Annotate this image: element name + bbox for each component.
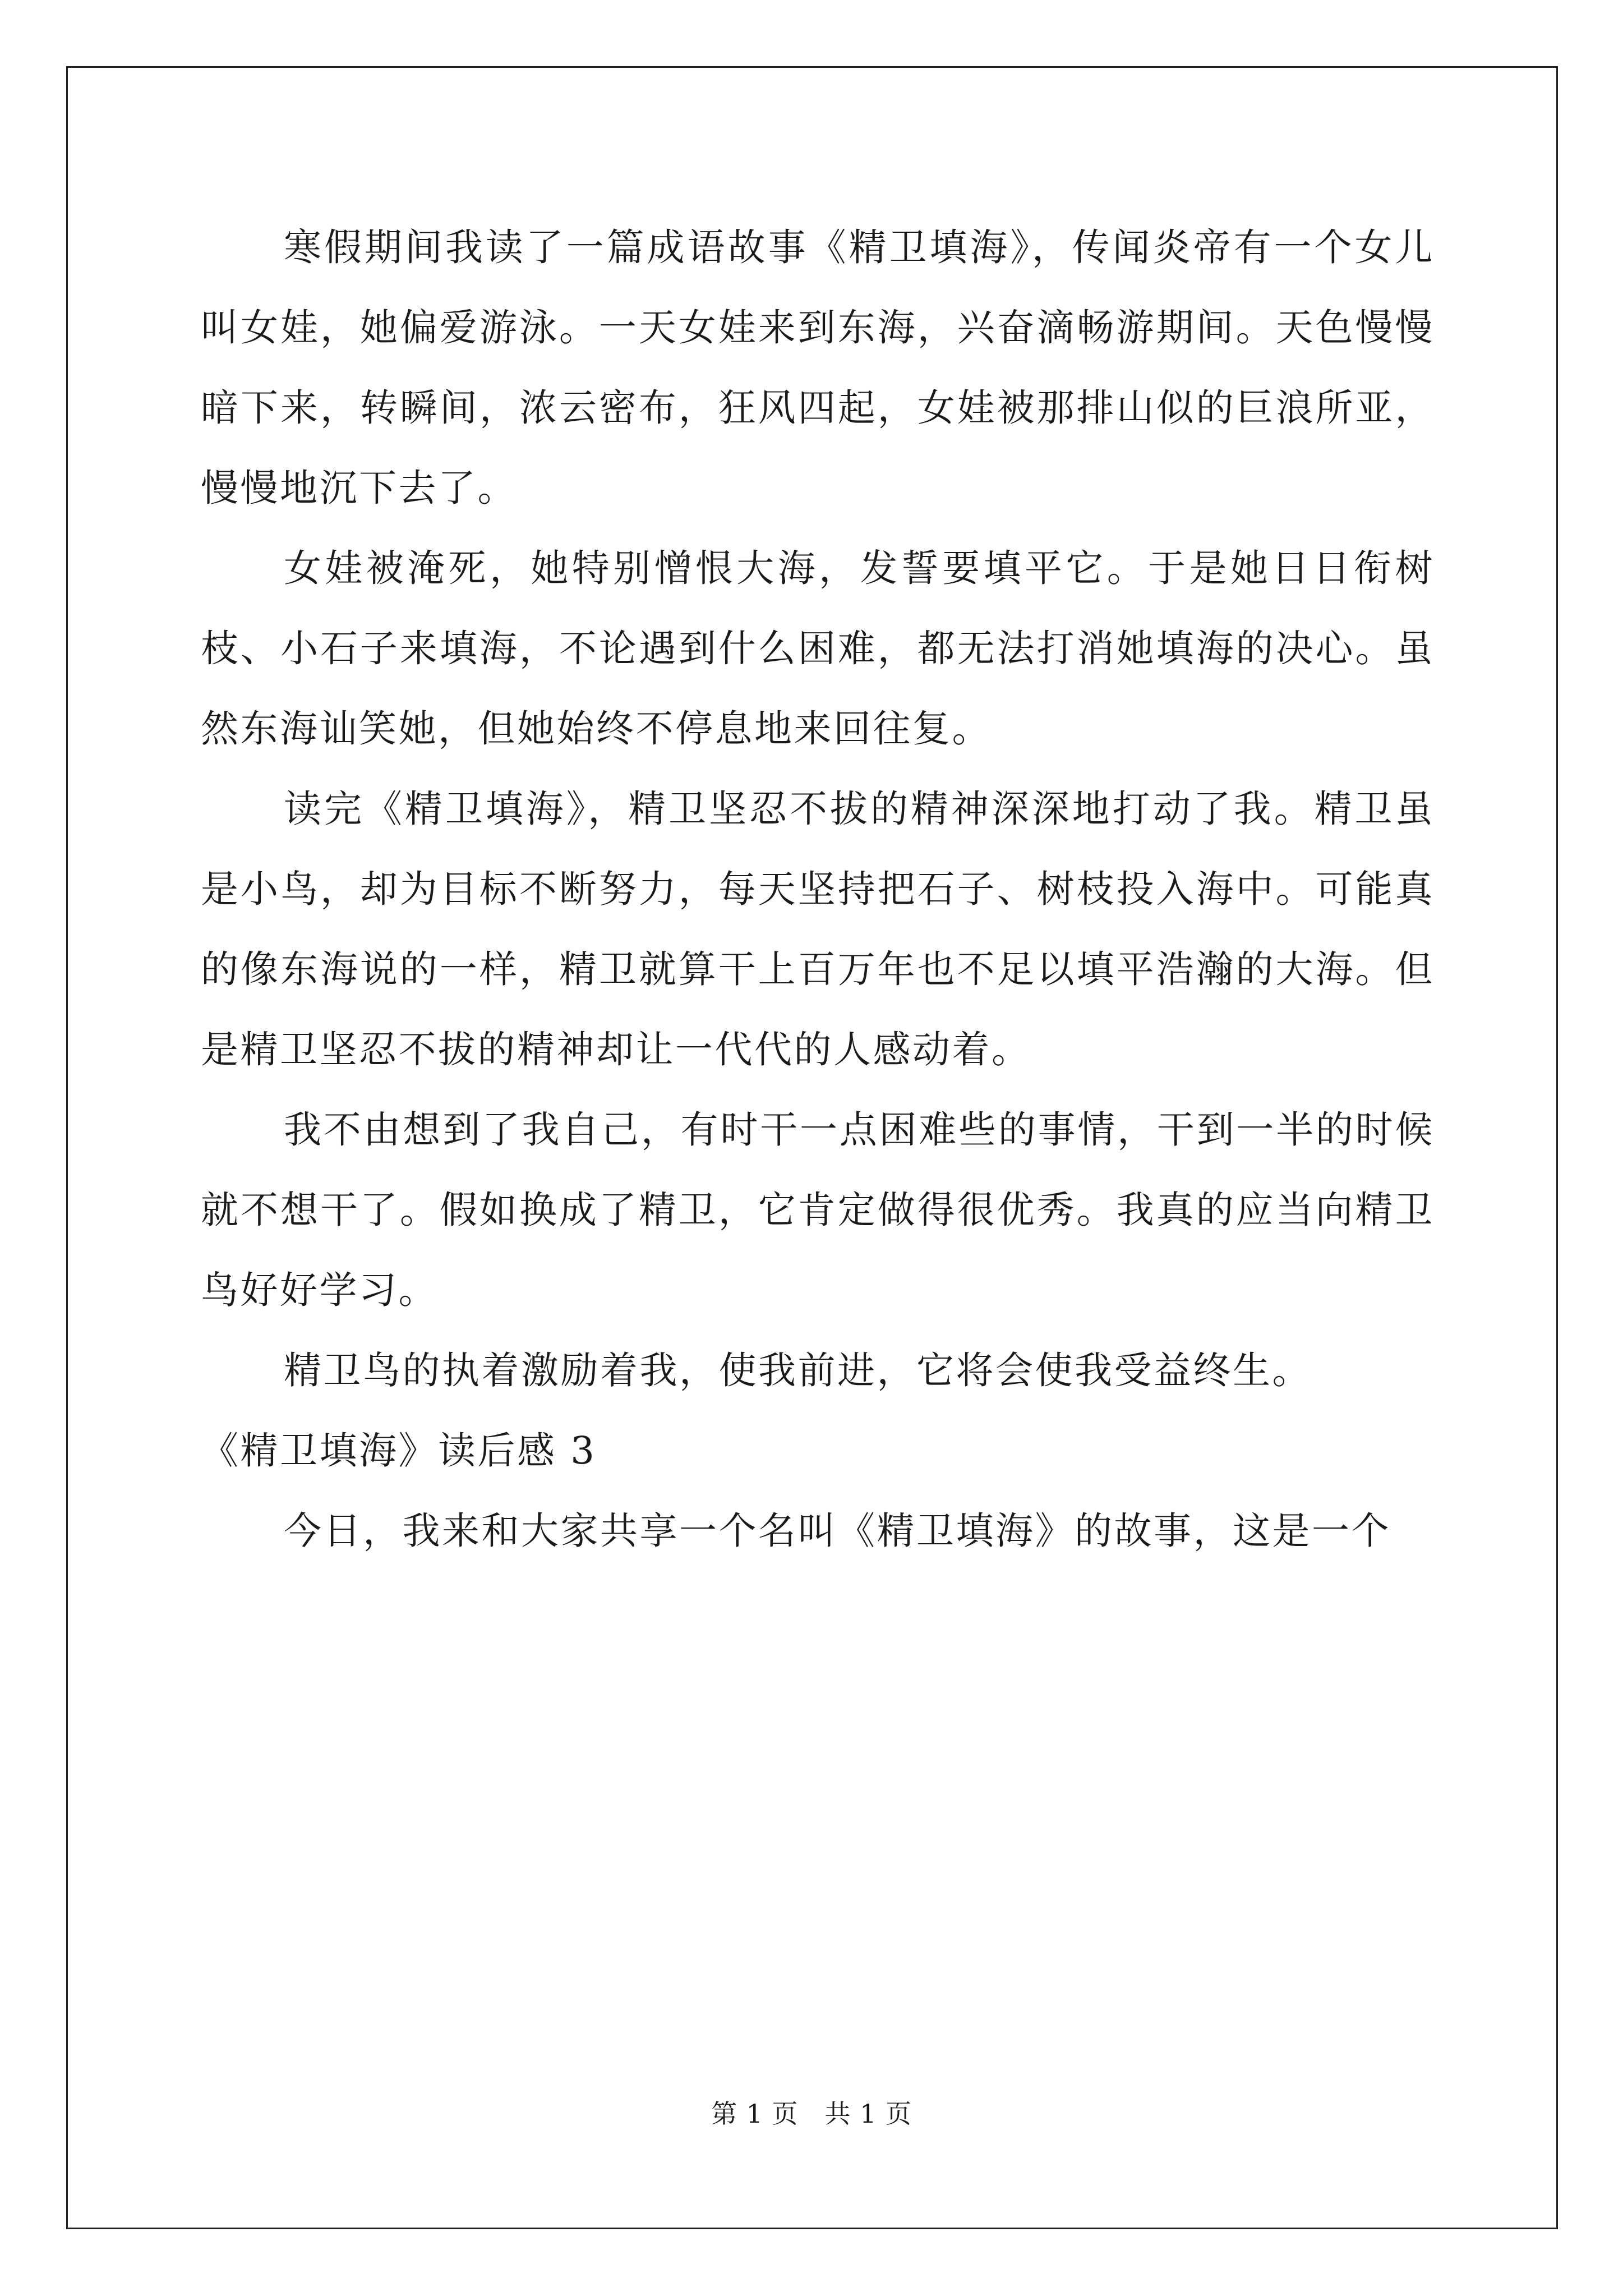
paragraph: 今日，我来和大家共享一个名叫《精卫填海》的故事，这是一个 [284,1509,1391,1553]
paragraph: 读完《精卫填海》，精卫坚忍不拔的精神深深地打动了我。精卫虽是小鸟，却为目标不断努力，每天坚持把石子、树枝投入海中。可能真的像东海说的一样，精卫就算干上百万年也不足以填平浩瀚的大海。但是精卫坚忍不拔的精神却让一代代的人感动着。 [201,787,1435,1071]
document-body [201,208,1435,1571]
paragraph: 寒假期间我读了一篇成语故事《精卫填海》，传闻炎帝有一个女儿叫女娃，她偏爱游泳。一天女娃来到东海，兴奋滴畅游期间。天色慢慢暗下来，转瞬间，浓云密布，狂风四起，女娃被那排山似的巨浪所亚，慢慢地沉下去了。 [201,226,1435,510]
paragraph: 精卫鸟的执着激励着我，使我前进，它将会使我受益终生。 [284,1349,1312,1392]
section-heading: 《精卫填海》读后感 3 [201,1429,597,1473]
paragraph: 我不由想到了我自己，有时干一点困难些的事情，干到一半的时候就不想干了。假如换成了精卫，它肯定做得很优秀。我真的应当向精卫鸟好好学习。 [201,1108,1435,1312]
page-number-footer: 第 1 页 共 1 页 [711,2099,912,2129]
paragraph: 女娃被淹死，她特别憎恨大海，发誓要填平它。于是她日日衔树枝、小石子来填海，不论遇到什么困难，都无法打消她填海的决心。虽然东海讪笑她，但她始终不停息地来回往复。 [201,546,1435,751]
